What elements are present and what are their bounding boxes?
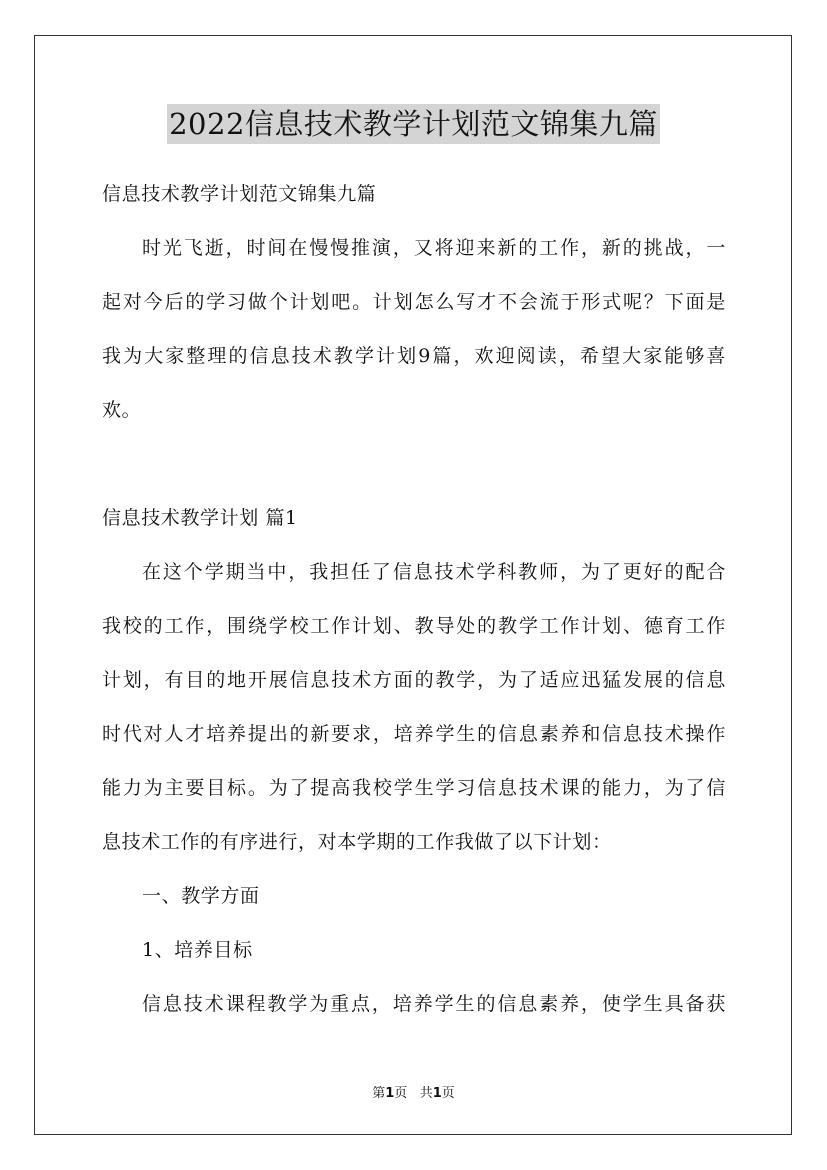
body-line-4: 时代对人才培养提出的新要求，培养学生的信息素养和信息技术操作	[102, 723, 726, 745]
intro-line-3: 我为大家整理的信息技术教学计划9篇，欢迎阅读，希望大家能够喜	[102, 345, 726, 367]
body-line-1: 在这个学期当中，我担任了信息技术学科教师，为了更好的配合	[142, 561, 726, 583]
body-line-2: 我校的工作，围绕学校工作计划、教导处的教学工作计划、德育工作	[102, 615, 726, 637]
intro-line-4: 欢。	[102, 399, 142, 421]
body-line-5: 能力为主要目标。为了提高我校学生学习信息技术课的能力，为了信	[102, 777, 726, 799]
subheading-teaching: 一、教学方面	[142, 885, 260, 907]
document-subtitle: 信息技术教学计划范文锦集九篇	[102, 183, 377, 205]
document-title: 2022信息技术教学计划范文锦集九篇	[167, 104, 660, 144]
page-footer: 第1页 共1页	[372, 1086, 455, 1101]
total-pages: 1	[432, 1086, 442, 1101]
body-line-3: 计划，有目的地开展信息技术方面的教学，为了适应迅猛发展的信息	[102, 669, 726, 691]
subheading-goals: 1、培养目标	[142, 939, 253, 961]
intro-line-1: 时光飞逝，时间在慢慢推演，又将迎来新的工作，新的挑战，一	[142, 237, 726, 259]
title-container	[0, 104, 827, 144]
section-heading: 信息技术教学计划 篇1	[102, 507, 298, 529]
page-number: 1	[385, 1086, 395, 1101]
intro-line-2: 起对今后的学习做个计划吧。计划怎么写才不会流于形式呢？下面是	[102, 291, 726, 313]
body-last-line: 信息技术课程教学为重点，培养学生的信息素养，使学生具备获	[142, 993, 726, 1015]
body-line-6: 息技术工作的有序进行，对本学期的工作我做了以下计划：	[102, 831, 612, 853]
